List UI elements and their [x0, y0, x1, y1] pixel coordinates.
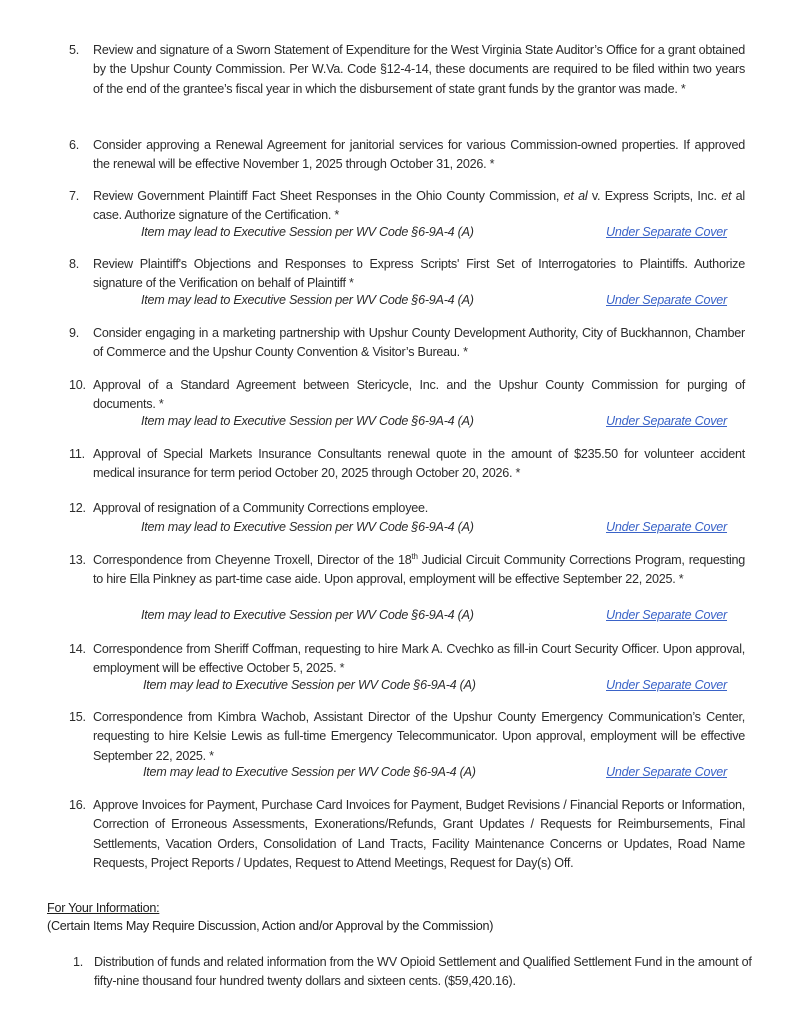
item-text-part: v. Express Scripts, Inc.: [587, 189, 722, 203]
item-text: Consider engaging in a marketing partnership with Upshur County Development Authority, City of Buckhannon, Chamber of Commerce and the Upshur County Convention & Visitor’s Bureau. *: [93, 326, 745, 360]
agenda-item-8: [69, 255, 745, 294]
item-number: 11.: [69, 447, 85, 461]
item-number: 1.: [73, 955, 84, 969]
item-text-part: Review Government Plaintiff Fact Sheet Responses in the Ohio County Commission,: [93, 189, 564, 203]
item-text: Correspondence from Sheriff Coffman, requesting to hire Mark A. Cvechko as fill-in Court Security Officer. Upon approval, employment will be effective October 5, 2025. *: [93, 642, 745, 676]
item-text-italic: et al: [563, 189, 588, 203]
item-text: Approve Invoices for Payment, Purchase Card Invoices for Payment, Budget Revisions / Financial Reports or Information, Correction of Erroneous Assessments, Exonerations/Refunds, Grant Updates / Requests for Reimbursements, Final Settlements, Vacation Orders, Consolidation of Land Tracts, Facility Maintenance Concerns or Updates, Road Name Requests, Project Reports / Updates, Request to Attend Meetings, Request for Day(s) Off.: [93, 798, 745, 870]
item-number: 16.: [69, 798, 86, 812]
item-number: 10.: [69, 378, 86, 392]
item-text: Distribution of funds and related information from the WV Opioid Settlement and Qualified Settlement Fund in the amount of fifty-nine thousand four hundred twenty dollars and sixteen cents. ($59,420.16).: [94, 955, 752, 988]
agenda-item-9: [69, 324, 745, 363]
under-separate-cover-link[interactable]: Under Separate Cover: [606, 678, 728, 692]
under-separate-cover-link[interactable]: Under Separate Cover: [606, 414, 728, 428]
item-text: Approval of Special Markets Insurance Consultants renewal quote in the amount of $235.50 for volunteer accident medical insurance for term period October 20, 2025 through October 20, 2026. *: [93, 447, 745, 481]
item-number: 9.: [69, 326, 80, 340]
item-text: Consider approving a Renewal Agreement for janitorial services for various Commission-owned properties. If approved the renewal will be effective November 1, 2025 through October 31, 2026. *: [93, 138, 745, 172]
agenda-item-10: [69, 376, 745, 415]
under-separate-cover-link[interactable]: Under Separate Cover: [606, 225, 728, 239]
item-text: Correspondence from Kimbra Wachob, Assistant Director of the Upshur County Emergency Communication’s Center, requesting to hire Kelsie Lewis as full-time Emergency Telecommunicator. Upon approval, employment will be effective September 22, 2025. *: [93, 710, 745, 763]
under-separate-cover-link[interactable]: Under Separate Cover: [606, 765, 728, 779]
executive-session-note: Item may lead to Executive Session per WV Code §6-9A-4 (A): [141, 414, 474, 428]
agenda-item-13: [69, 551, 745, 590]
executive-session-note: Item may lead to Executive Session per WV Code §6-9A-4 (A): [143, 765, 476, 779]
executive-session-note: Item may lead to Executive Session per WV Code §6-9A-4 (A): [141, 520, 474, 534]
under-separate-cover-link[interactable]: Under Separate Cover: [606, 293, 728, 307]
executive-session-note: Item may lead to Executive Session per WV Code §6-9A-4 (A): [143, 678, 476, 692]
item-text: Review and signature of a Sworn Statement of Expenditure for the West Virginia State Auditor’s Office for a grant obtained by the Upshur County Commission. Per W.Va. Code §12-4-14, these documents are required to be filed within two years of the end of the grantee’s fiscal year in which the disbursement of state grant funds by the grantor was made. *: [93, 43, 745, 96]
item-number: 12.: [69, 501, 86, 515]
agenda-item-14: [69, 640, 745, 679]
item-text: Approval of a Standard Agreement between Stericycle, Inc. and the Upshur County Commission for purging of documents. *: [93, 378, 745, 412]
under-separate-cover-link[interactable]: Under Separate Cover: [606, 520, 728, 534]
agenda-item-7: [69, 187, 745, 226]
item-text: [93, 551, 745, 590]
fyi-subheading: (Certain Items May Require Discussion, Action and/or Approval by the Commission): [47, 919, 494, 933]
item-number: 8.: [69, 257, 80, 271]
agenda-item-5: [69, 41, 745, 99]
agenda-item-12: [69, 499, 745, 518]
executive-session-note: Item may lead to Executive Session per WV Code §6-9A-4 (A): [141, 293, 474, 307]
agenda-item-11: [69, 445, 745, 484]
fyi-item-1: [73, 953, 753, 991]
item-text: Review Plaintiff's Objections and Responses to Express Scripts' First Set of Interrogatories to Plaintiffs. Authorize signature of the Verification on behalf of Plaintiff *: [93, 257, 745, 291]
item-number: 13.: [69, 553, 86, 567]
item-number: 5.: [69, 43, 80, 57]
item-text: Approval of resignation of a Community Corrections employee.: [93, 501, 428, 515]
item-text-part: Judicial Circuit Community Corrections Program, requesting to hire Ella Pinkney as part-time case aide. Upon approval, employment will be effective September 22, 2025. *: [93, 553, 746, 587]
agenda-item-16: [69, 796, 745, 873]
item-text: [93, 187, 745, 226]
item-number: 6.: [69, 138, 80, 152]
executive-session-note: Item may lead to Executive Session per WV Code §6-9A-4 (A): [141, 608, 474, 622]
executive-session-note: Item may lead to Executive Session per WV Code §6-9A-4 (A): [141, 225, 474, 239]
agenda-item-15: [69, 708, 745, 766]
agenda-item-6: [69, 136, 745, 175]
item-number: 7.: [69, 189, 80, 203]
fyi-heading: For Your Information:: [47, 901, 160, 915]
item-number: 15.: [69, 710, 86, 724]
ordinal-superscript: th: [411, 551, 418, 561]
under-separate-cover-link[interactable]: Under Separate Cover: [606, 608, 728, 622]
item-number: 14.: [69, 642, 86, 656]
item-text-italic: et: [721, 189, 732, 203]
item-text-part: al case. Authorize signature of the Certification. *: [93, 189, 745, 223]
item-text-part: Correspondence from Cheyenne Troxell, Director of the 18: [93, 553, 412, 567]
